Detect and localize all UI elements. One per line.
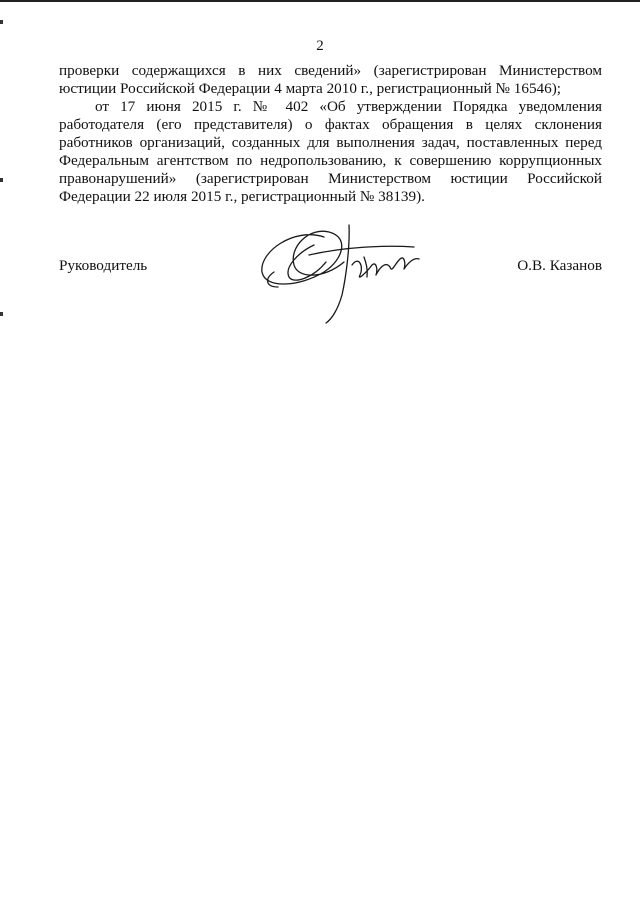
scan-edge-mark (0, 20, 3, 24)
top-border-line (0, 0, 640, 2)
page-number: 2 (316, 38, 324, 54)
signature-block (59, 257, 602, 347)
signatory-name: О.В. Казанов (517, 257, 602, 274)
signatory-position: Руководитель (59, 257, 148, 274)
scan-edge-mark (0, 312, 3, 316)
handwritten-signature-icon (254, 217, 434, 327)
paragraph-continuation: проверки содержащихся в них сведений» (зарегистрирован Министерством юстиции Российской Федерации 4 марта 2010 г., регистрационный № 16546); (59, 62, 602, 97)
scan-edge-mark (0, 178, 3, 182)
paragraph-order-402: от 17 июня 2015 г. № 402 «Об утверждении Порядка уведомления работодателя (его представителя) о фактах обращения в целях склонения работников организаций, созданных для выполнения задач, поставленных перед Федеральным агентством по недропользованию, к совершению коррупционных правонарушений» (зарегистрирован Министерством юстиции Российской Федерации 22 июля 2015 г., регистрационный № 38139). (59, 98, 602, 205)
